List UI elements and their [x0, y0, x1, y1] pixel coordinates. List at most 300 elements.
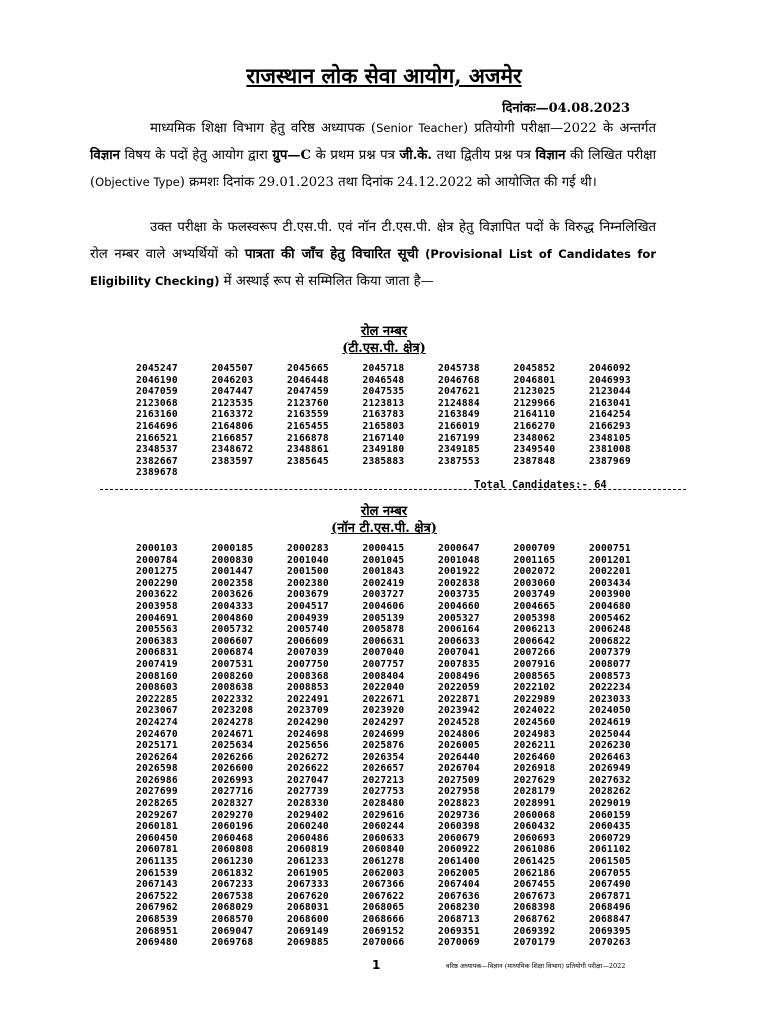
roll-number-cell: 2029267 [136, 809, 178, 821]
roll-number-cell: 2005462 [589, 612, 631, 624]
tsp-total-candidates: Total Candidates:- 64 [474, 479, 607, 491]
roll-number-cell: 2022040 [362, 682, 405, 694]
roll-number-cell: 2025876 [362, 740, 405, 752]
roll-number-cell: 2006164 [438, 624, 480, 636]
roll-number-cell: 2068847 [589, 914, 631, 925]
roll-number-cell: 2061278 [362, 856, 405, 868]
roll-number-cell: 2007039 [287, 647, 329, 659]
page-title [0, 62, 768, 90]
roll-number-cell: 2006831 [136, 647, 178, 659]
roll-number-cell: 2046190 [136, 374, 178, 386]
roll-number-cell: 2026657 [362, 763, 405, 775]
roll-number-cell: 2067055 [589, 867, 631, 879]
roll-number-cell: 2008638 [211, 682, 254, 694]
tsp-heading-line2: (टी.एस.पी. क्षेत्र) [342, 341, 426, 356]
roll-number-cell: 2001922 [438, 566, 480, 578]
roll-number-cell: 2003679 [287, 589, 329, 601]
roll-number-cell: 2022234 [589, 682, 631, 694]
roll-number-cell: 2023709 [287, 705, 329, 717]
roll-number-cell: 2024022 [513, 705, 556, 717]
page-number: 1 [372, 958, 381, 972]
roll-number-cell: 2060432 [513, 821, 556, 833]
roll-number-cell: 2045507 [211, 363, 254, 374]
roll-number-cell: 2008565 [513, 670, 556, 682]
roll-number-cell: 2006874 [211, 647, 254, 659]
roll-number-cell: 2067522 [136, 890, 178, 902]
roll-number-cell: 2026986 [136, 774, 178, 786]
roll-number-cell: 2022671 [362, 693, 405, 705]
roll-number-cell: 2022285 [136, 693, 178, 705]
roll-number-cell: 2068398 [513, 902, 556, 914]
roll-number-cell: 2045852 [513, 363, 556, 374]
roll-number-cell: 2069392 [513, 925, 556, 937]
roll-number-cell: 2001500 [287, 566, 329, 578]
roll-number-cell: 2007531 [211, 658, 254, 670]
roll-number-cell: 2001447 [211, 566, 254, 578]
roll-number-cell: 2061425 [513, 856, 556, 868]
roll-number-cell: 2007419 [136, 658, 178, 670]
roll-number-cell: 2000415 [362, 543, 405, 554]
roll-number-cell: 2167140 [362, 432, 405, 444]
roll-number-cell: 2060450 [136, 832, 178, 844]
roll-number-cell: 2006633 [438, 635, 480, 647]
roll-number-cell: 2046448 [287, 374, 329, 386]
roll-number-cell: 2124884 [438, 397, 480, 409]
roll-number-cell: 2007750 [287, 658, 329, 670]
roll-number-cell: 2348861 [287, 444, 329, 456]
roll-number-cell: 2025044 [589, 728, 631, 740]
footer-text: वरिष्ठ अध्यापक—विज्ञान (माध्यमिक शिक्षा विभाग) प्रतियोगी परीक्षा—2022 [446, 962, 626, 970]
para2-text-4: में अस्थाई रूप से सम्मिलित किया जाता है— [219, 274, 434, 289]
roll-number-cell: 2026264 [136, 751, 178, 763]
roll-number-cell: 2068031 [287, 902, 329, 914]
roll-number-cell: 2046548 [362, 374, 405, 386]
roll-number-cell: 2061505 [589, 856, 631, 868]
roll-number-cell: 2006631 [362, 635, 405, 647]
roll-number-cell: 2008573 [589, 670, 631, 682]
non-tsp-heading-line1: रोल नम्बर [360, 504, 408, 519]
roll-number-cell: 2166878 [287, 432, 329, 444]
roll-number-cell: 2068951 [136, 925, 178, 937]
roll-number-cell: 2026354 [362, 751, 405, 763]
roll-number-cell: 2008603 [136, 682, 178, 694]
roll-number-cell: 2385645 [287, 455, 329, 467]
roll-number-cell: 2129966 [513, 397, 556, 409]
roll-number-cell: 2022491 [287, 693, 329, 705]
document-date: दिनांकः—04.08.2023 [502, 101, 630, 116]
roll-number-cell: 2027699 [136, 786, 178, 798]
roll-number-cell: 2024619 [589, 716, 631, 728]
roll-number-cell: 2024050 [589, 705, 631, 717]
roll-number-cell: 2067366 [362, 879, 405, 891]
roll-number-cell: 2028480 [362, 798, 405, 810]
roll-number-cell: 2004680 [589, 600, 631, 612]
roll-number-cell: 2025171 [136, 740, 178, 752]
roll-number-cell: 2068029 [211, 902, 254, 914]
tsp-roll-number-grid [136, 363, 656, 479]
roll-number-cell: 2166521 [136, 432, 178, 444]
roll-number-cell: 2387848 [513, 455, 556, 467]
roll-number-cell: 2381008 [589, 444, 631, 456]
roll-number-cell: 2026230 [589, 740, 631, 752]
roll-number-cell: 2067622 [362, 890, 405, 902]
roll-number-cell: 2026598 [136, 763, 178, 775]
roll-number-cell: 2062003 [362, 867, 405, 879]
roll-number-cell: 2067233 [211, 879, 254, 891]
roll-number-cell: 2026622 [287, 763, 329, 775]
roll-number-cell: 2024698 [287, 728, 329, 740]
roll-number-cell: 2027958 [438, 786, 480, 798]
roll-number-cell: 2024297 [362, 716, 405, 728]
para1-text-2: Senior Teacher [376, 121, 463, 135]
roll-number-cell: 2000185 [211, 543, 254, 554]
para2-text-1: उक्त परीक्षा के फलस्वरूप टी.एस.पी. एवं नॉन टी.एस.पी. क्षेत्र हेतु विज्ञापित पदों के विरुद्ध निम्नलिखित रोल नम्बर वाले अभ्यर्थियों को [90, 220, 656, 262]
roll-number-cell: 2024274 [136, 716, 178, 728]
roll-number-cell: 2060693 [513, 832, 556, 844]
roll-number-cell: 2045718 [362, 363, 405, 374]
roll-number-cell: 2061230 [211, 856, 254, 868]
roll-number-cell: 2028991 [513, 798, 556, 810]
roll-number-cell: 2005327 [438, 612, 480, 624]
roll-number-cell: 2061233 [287, 856, 329, 868]
roll-number-cell: 2061539 [136, 867, 178, 879]
roll-number-cell: 2024806 [438, 728, 480, 740]
roll-number-cell: 2062186 [513, 867, 556, 879]
roll-number-cell: 2165455 [287, 420, 329, 432]
roll-number-cell: 2004660 [438, 600, 480, 612]
roll-number-cell: 2026266 [211, 751, 254, 763]
para1-text-13: ) क्रमशः दिनांक 29.01.2023 तथा दिनांक 24.12.2022 को आयोजित की गई थी। [179, 175, 597, 190]
roll-number-cell: 2022989 [513, 693, 556, 705]
roll-number-cell: 2008160 [136, 670, 178, 682]
roll-number-cell: 2061102 [589, 844, 631, 856]
roll-number-cell: 2387969 [589, 455, 631, 467]
roll-number-cell: 2000784 [136, 554, 178, 566]
roll-number-cell: 2024699 [362, 728, 405, 740]
roll-number-cell: 2000103 [136, 543, 178, 554]
roll-number-cell: 2166857 [211, 432, 254, 444]
roll-number-cell: 2000709 [513, 543, 556, 554]
roll-number-cell: 2070066 [362, 937, 405, 949]
roll-number-cell: 2001040 [287, 554, 329, 566]
roll-number-cell: 2026918 [513, 763, 556, 775]
roll-number-cell: 2060486 [287, 832, 329, 844]
roll-number-cell: 2062005 [438, 867, 480, 879]
roll-number-cell: 2007040 [362, 647, 405, 659]
roll-number-cell: 2060159 [589, 809, 631, 821]
roll-number-cell: 2023920 [362, 705, 405, 717]
eligibility-paragraph [90, 214, 656, 295]
roll-number-cell: 2029402 [287, 809, 329, 821]
roll-number-cell: 2005398 [513, 612, 556, 624]
roll-number-cell: 2003727 [362, 589, 405, 601]
roll-number-cell: 2060196 [211, 821, 254, 833]
roll-number-cell: 2028265 [136, 798, 178, 810]
roll-number-cell: 2003060 [513, 577, 556, 589]
roll-number-cell: 2004860 [211, 612, 254, 624]
roll-number-cell: 2025634 [211, 740, 254, 752]
roll-number-cell: 2164696 [136, 420, 178, 432]
roll-number-cell: 2123068 [136, 397, 178, 409]
roll-number-cell: 2002358 [211, 577, 254, 589]
roll-number-cell: 2003622 [136, 589, 178, 601]
roll-number-cell: 2046092 [589, 363, 631, 374]
para1-group-bold: ग्रुप—C [272, 148, 312, 163]
roll-number-cell: 2002419 [362, 577, 405, 589]
roll-number-cell: 2001843 [362, 566, 405, 578]
para1-text-1: माध्यमिक शिक्षा विभाग हेतु वरिष्ठ अध्यापक ( [150, 121, 377, 136]
roll-number-cell: 2027753 [362, 786, 405, 798]
roll-number-cell: 2005740 [287, 624, 329, 636]
roll-number-cell: 2046768 [438, 374, 480, 386]
roll-number-cell: 2348105 [589, 432, 631, 444]
roll-number-cell: 2349540 [513, 444, 556, 456]
roll-number-cell: 2028179 [513, 786, 556, 798]
roll-number-cell: 2023942 [438, 705, 480, 717]
non-tsp-heading-line2: (नॉन टी.एस.पी. क्षेत्र) [331, 521, 437, 536]
roll-number-cell: 2067490 [589, 879, 631, 891]
roll-number-cell: 2047059 [136, 386, 178, 398]
roll-number-cell: 2002838 [438, 577, 480, 589]
roll-number-cell: 2029736 [438, 809, 480, 821]
roll-number-cell: 2070069 [438, 937, 480, 949]
roll-number-cell: 2349185 [438, 444, 480, 456]
roll-number-cell: 2348062 [513, 432, 556, 444]
roll-number-cell: 2003626 [211, 589, 254, 601]
roll-number-cell: 2023208 [211, 705, 254, 717]
roll-number-cell: 2001201 [589, 554, 631, 566]
roll-number-cell: 2060435 [589, 821, 631, 833]
roll-number-cell: 2028262 [589, 786, 631, 798]
roll-number-cell: 2026005 [438, 740, 480, 752]
roll-number-cell: 2045665 [287, 363, 329, 374]
roll-number-cell: 2382667 [136, 455, 178, 467]
roll-number-cell: 2002072 [513, 566, 556, 578]
roll-number-cell: 2007266 [513, 647, 556, 659]
roll-number-cell: 2046801 [513, 374, 556, 386]
roll-number-cell: 2060729 [589, 832, 631, 844]
roll-number-cell: 2024278 [211, 716, 254, 728]
para1-gk-bold: जी.के. [399, 148, 433, 163]
roll-number-cell: 2026440 [438, 751, 480, 763]
roll-number-cell: 2060679 [438, 832, 480, 844]
roll-number-cell: 2022102 [513, 682, 556, 694]
para1-text-7: के प्रथम प्रश्न पत्र [311, 148, 400, 163]
roll-number-cell: 2022059 [438, 682, 480, 694]
roll-number-cell: 2027739 [287, 786, 329, 798]
roll-number-cell: 2008368 [287, 670, 329, 682]
tsp-heading-line1: रोल नम्बर [360, 324, 408, 339]
roll-number-cell: 2007379 [589, 647, 631, 659]
roll-number-cell: 2005139 [362, 612, 405, 624]
roll-number-cell: 2067871 [589, 890, 631, 902]
roll-number-cell: 2123813 [362, 397, 405, 409]
roll-number-cell: 2002201 [589, 566, 631, 578]
roll-number-cell: 2022871 [438, 693, 480, 705]
roll-number-cell: 2060633 [362, 832, 405, 844]
roll-number-cell: 2047447 [211, 386, 254, 398]
para1-text-9: तथा द्वितीय प्रश्न पत्र [432, 148, 536, 163]
roll-number-cell: 2004665 [513, 600, 556, 612]
roll-number-cell: 2047535 [362, 386, 405, 398]
roll-number-cell: 2069768 [211, 937, 254, 949]
roll-number-cell: 2003900 [589, 589, 631, 601]
roll-number-cell: 2003735 [438, 589, 480, 601]
roll-number-cell: 2026949 [589, 763, 631, 775]
roll-number-cell: 2067333 [287, 879, 329, 891]
roll-number-cell: 2348672 [211, 444, 254, 456]
roll-number-cell: 2387553 [438, 455, 480, 467]
roll-number-cell: 2069047 [211, 925, 254, 937]
roll-number-cell: 2024670 [136, 728, 178, 740]
roll-number-cell: 2067673 [513, 890, 556, 902]
roll-number-cell: 2029270 [211, 809, 254, 821]
roll-number-cell: 2006642 [513, 635, 556, 647]
roll-number-cell: 2060244 [362, 821, 405, 833]
roll-number-cell: 2068762 [513, 914, 556, 925]
roll-number-cell: 2045247 [136, 363, 178, 374]
roll-number-cell: 2045738 [438, 363, 480, 374]
roll-number-cell: 2006213 [513, 624, 556, 636]
roll-number-cell: 2006607 [211, 635, 254, 647]
roll-number-cell: 2069149 [287, 925, 329, 937]
roll-number-cell: 2007757 [362, 658, 405, 670]
roll-number-cell: 2166293 [589, 420, 631, 432]
roll-number-cell: 2068713 [438, 914, 480, 925]
roll-number-cell: 2067455 [513, 879, 556, 891]
roll-number-cell: 2069885 [287, 937, 329, 949]
para1-text-12: Objective Type [95, 175, 180, 189]
roll-number-cell: 2165803 [362, 420, 405, 432]
roll-number-cell: 2060181 [136, 821, 178, 833]
roll-number-cell: 2024983 [513, 728, 556, 740]
roll-number-cell: 2069351 [438, 925, 480, 937]
roll-number-cell: 2046203 [211, 374, 254, 386]
roll-number-cell: 2163372 [211, 409, 254, 421]
roll-number-cell: 2067962 [136, 902, 178, 914]
roll-number-cell: 2123535 [211, 397, 254, 409]
roll-number-cell: 2061905 [287, 867, 329, 879]
roll-number-cell: 2060781 [136, 844, 178, 856]
roll-number-cell: 2067636 [438, 890, 480, 902]
roll-number-cell: 2024560 [513, 716, 556, 728]
roll-number-cell: 2003958 [136, 600, 178, 612]
roll-number-cell: 2027047 [287, 774, 329, 786]
roll-number-cell: 2068230 [438, 902, 480, 914]
roll-number-cell: 2026704 [438, 763, 480, 775]
para1-text-5: विषय के पदों हेतु आयोग द्वारा [119, 148, 273, 163]
para2-list-name-bold: पात्रता की जाँच हेतु विचारित सूची [244, 247, 419, 262]
roll-number-cell: 2060468 [211, 832, 254, 844]
roll-number-cell: 2349180 [362, 444, 405, 456]
roll-number-cell: 2008260 [211, 670, 254, 682]
roll-number-cell: 2068570 [211, 914, 254, 925]
roll-number-cell: 2004517 [287, 600, 329, 612]
title-text: राजस्थान लोक सेवा आयोग, अजमेर [246, 63, 522, 88]
roll-number-cell: 2028327 [211, 798, 254, 810]
roll-number-cell: 2029616 [362, 809, 405, 821]
roll-number-cell: 2067143 [136, 879, 178, 891]
roll-number-cell: 2067538 [211, 890, 254, 902]
roll-number-cell: 2022332 [211, 693, 254, 705]
roll-number-cell: 2027716 [211, 786, 254, 798]
roll-number-cell: 2027629 [513, 774, 556, 786]
roll-number-cell: 2026460 [513, 751, 556, 763]
roll-number-cell: 2023033 [589, 693, 631, 705]
roll-number-cell: 2383597 [211, 455, 254, 467]
roll-number-cell: 2167199 [438, 432, 480, 444]
roll-number-cell: 2008404 [362, 670, 405, 682]
roll-number-cell: 2164806 [211, 420, 254, 432]
roll-number-cell: 2385883 [362, 455, 405, 467]
roll-number-cell: 2166019 [438, 420, 480, 432]
roll-number-cell: 2069480 [136, 937, 178, 949]
roll-number-cell: 2166270 [513, 420, 556, 432]
roll-number-cell: 2163783 [362, 409, 405, 421]
roll-number-cell: 2060819 [287, 844, 329, 856]
roll-number-cell: 2005732 [211, 624, 254, 636]
roll-number-cell: 2024528 [438, 716, 480, 728]
roll-number-cell: 2123760 [287, 397, 329, 409]
roll-number-cell: 2002290 [136, 577, 178, 589]
roll-number-cell: 2067620 [287, 890, 329, 902]
roll-number-cell: 2060398 [438, 821, 480, 833]
roll-number-cell: 2028330 [287, 798, 329, 810]
roll-number-cell: 2003749 [513, 589, 556, 601]
roll-number-cell: 2027632 [589, 774, 631, 786]
roll-number-cell: 2068065 [362, 902, 405, 914]
intro-paragraph [90, 115, 656, 196]
roll-number-cell: 2006609 [287, 635, 329, 647]
roll-number-cell: 2068539 [136, 914, 178, 925]
roll-number-cell: 2026272 [287, 751, 329, 763]
roll-number-cell: 2060922 [438, 844, 480, 856]
section-divider [100, 489, 686, 490]
roll-number-cell: 2007041 [438, 647, 480, 659]
roll-number-cell: 2348537 [136, 444, 178, 456]
roll-number-cell: 2164110 [513, 409, 556, 421]
roll-number-cell: 2004691 [136, 612, 178, 624]
roll-number-cell: 2026211 [513, 740, 556, 752]
roll-number-cell: 2046993 [589, 374, 631, 386]
roll-number-cell: 2061400 [438, 856, 480, 868]
roll-number-cell: 2026993 [211, 774, 254, 786]
roll-number-cell: 2006822 [589, 635, 631, 647]
roll-number-cell: 2004606 [362, 600, 405, 612]
roll-number-cell: 2389678 [136, 467, 178, 479]
roll-number-cell: 2001275 [136, 566, 178, 578]
roll-number-cell: 2000830 [211, 554, 254, 566]
roll-number-cell: 2025656 [287, 740, 329, 752]
roll-number-cell: 2027213 [362, 774, 405, 786]
roll-number-cell: 2026463 [589, 751, 631, 763]
roll-number-cell: 2024290 [287, 716, 329, 728]
roll-number-cell: 2001048 [438, 554, 480, 566]
roll-number-cell: 2061135 [136, 856, 178, 868]
roll-number-cell: 2123025 [513, 386, 556, 398]
roll-number-cell: 2005878 [362, 624, 405, 636]
para1-text-11: की लिखित परीक्षा ( [90, 148, 656, 190]
roll-number-cell: 2000647 [438, 543, 480, 554]
roll-number-cell: 2000751 [589, 543, 631, 554]
roll-number-cell: 2060808 [211, 844, 254, 856]
roll-number-cell: 2027509 [438, 774, 480, 786]
roll-number-cell: 2069152 [362, 925, 405, 937]
roll-number-cell: 2123044 [589, 386, 631, 398]
roll-number-cell: 2070263 [589, 937, 631, 949]
roll-number-cell: 2023067 [136, 705, 178, 717]
roll-number-cell: 2068666 [362, 914, 405, 925]
